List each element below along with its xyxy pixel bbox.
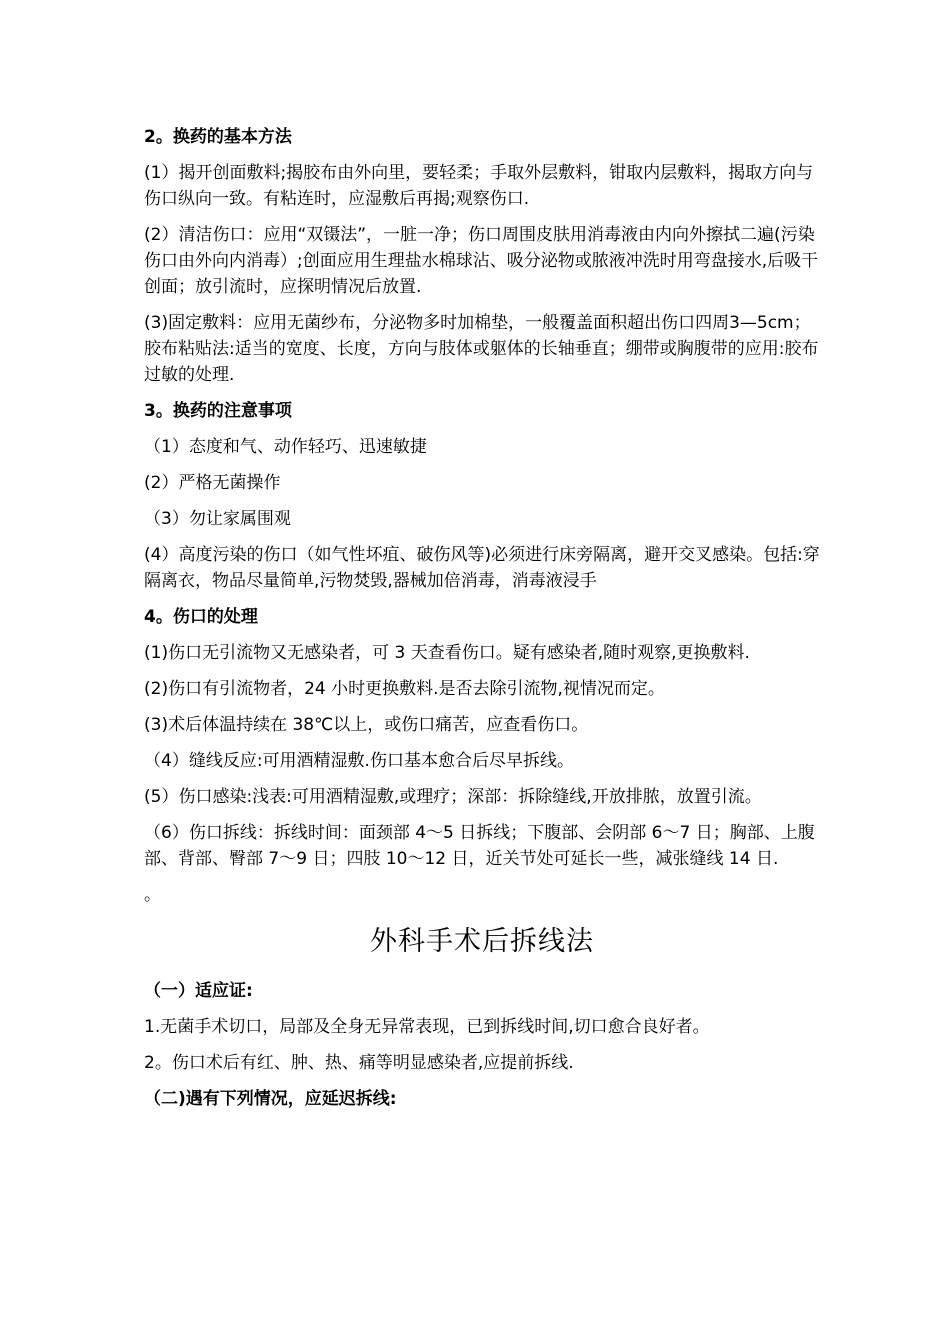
paragraph: (3)固定敷料：应用无菌纱布，分泌物多时加棉垫，一般覆盖面积超出伤口四周3—5cm；胶布粘贴法:适当的宽度、长度，方向与肢体或躯体的长轴垂直；绷带或胸腹带的应用:胶布过敏的处理.: [144, 313, 819, 385]
paragraph: （4）缝线反应:可用酒精湿敷.伤口基本愈合后尽早拆线。: [144, 751, 574, 771]
paragraph: 2。伤口术后有红、肿、热、痛等明显感染者,应提前拆线.: [144, 1053, 574, 1073]
paragraph: (2）严格无菌操作: [144, 473, 281, 493]
paragraph: (3)术后体温持续在 38℃以上，或伤口痛苦，应查看伤口。: [144, 715, 589, 735]
paragraph: (1)伤口无引流物又无感染者，可 3 天查看伤口。疑有感染者,随时观察,更换敷料.: [144, 643, 750, 663]
paragraph: （1）态度和气、动作轻巧、迅速敏捷: [144, 437, 427, 457]
paragraph: (2)伤口有引流物者，24 小时更换敷料.是否去除引流物,视情况而定。: [144, 679, 665, 699]
section-heading-indications: （一）适应证:: [144, 981, 253, 1001]
paragraph: 1.无菌手术切口，局部及全身无异常表现，已到拆线时间,切口愈合良好者。: [144, 1017, 710, 1037]
paragraph: (4）高度污染的伤口（如气性坏疽、破伤风等)必须进行床旁隔离，避开交叉感染。包括:穿隔离衣，物品尽量简单,污物焚毁,器械加倍消毒，消毒液浸手: [144, 545, 820, 591]
stray-punctuation: 。: [144, 885, 161, 905]
paragraph: (2）清洁伤口：应用“双镊法”，一脏一净；伤口周围皮肤用消毒液由内向外擦拭二遍(污染伤口由外向内消毒）;创面应用生理盐水棉球沾、吸分泌物或脓液冲洗时用弯盘接水,后吸干创面；放引流时，应探明情况后放置.: [144, 225, 819, 297]
paragraph: （3）勿让家属围观: [144, 509, 291, 529]
paragraph: (1）揭开创面敷料;揭胶布由外向里，要轻柔；手取外层敷料，钳取内层敷料，揭取方向与伤口纵向一致。有粘连时，应湿敷后再揭;观察伤口.: [144, 163, 814, 209]
paragraph: (5）伤口感染:浅表:可用酒精湿敷,或理疗；深部：拆除缝线,开放排脓，放置引流。: [144, 787, 762, 807]
paragraph: （6）伤口拆线：拆线时间：面颈部 4～5 日拆线；下腹部、会阴部 6～7 日；胸部、上腹部、背部、臀部 7～9 日；四肢 10～12 日，近关节处可延长一些，减张缝线 14 日.: [144, 823, 815, 869]
section-heading-wound-handling: 4。伤口的处理: [144, 607, 258, 627]
section-heading-dressing-methods: 2。换药的基本方法: [144, 127, 292, 147]
section-heading-delayed-removal: （二)遇有下列情况，应延迟拆线:: [144, 1089, 397, 1109]
document-title: 外科手术后拆线法: [370, 926, 594, 957]
section-heading-dressing-precautions: 3。换药的注意事项: [144, 401, 292, 421]
document-body: [144, 124, 820, 1122]
